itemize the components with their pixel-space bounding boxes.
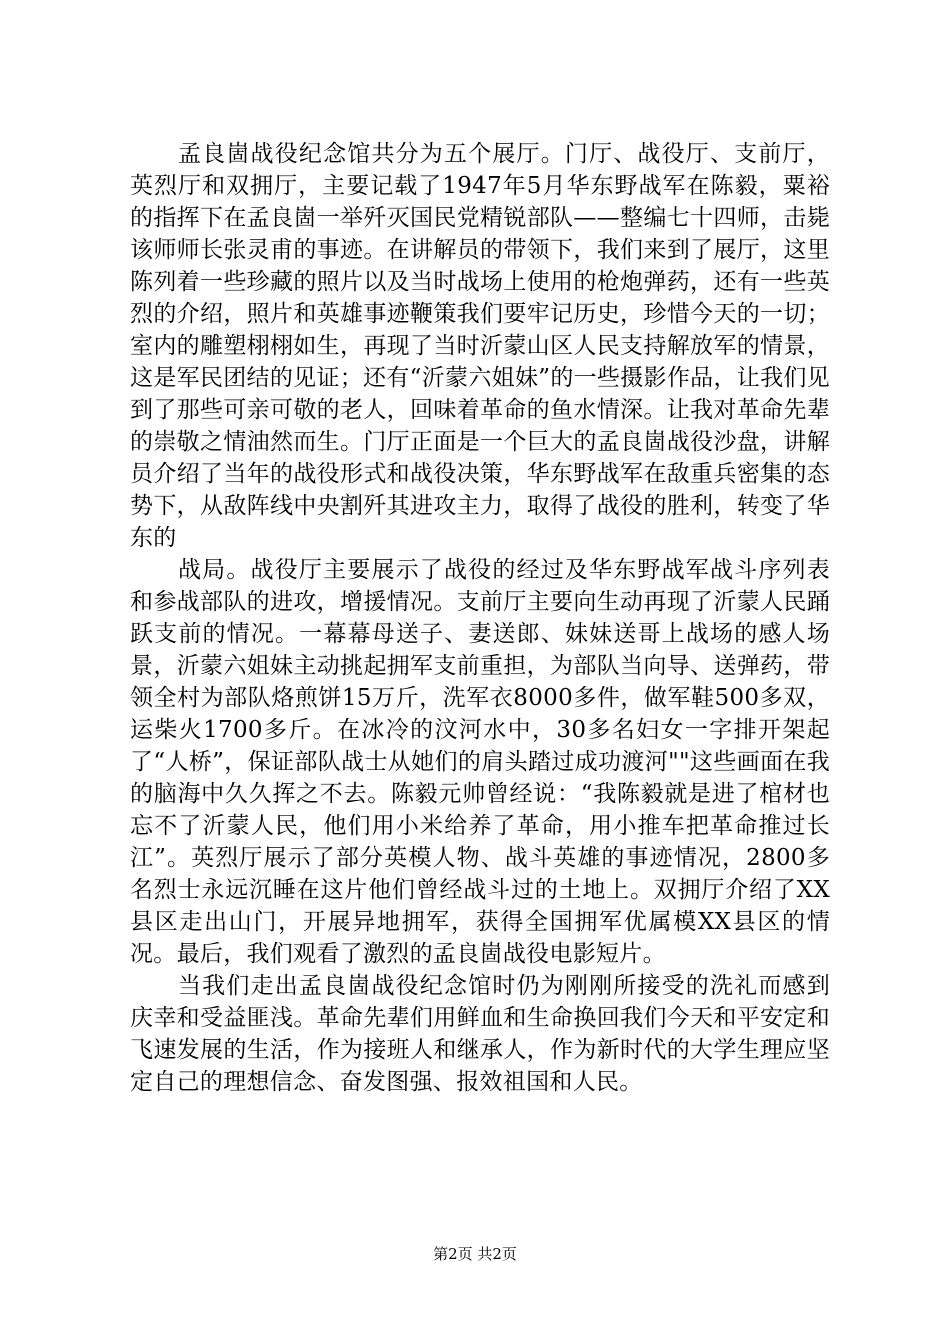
page-footer: 第2页 共2页 (433, 1245, 517, 1263)
paragraph-1: 孟良崮战役纪念馆共分为五个展厅。门厅、战役厅、支前厅，英烈厅和双拥厅，主要记载了1947年5月华东野战军在陈毅，粟裕的指挥下在孟良崮一举歼灭国民党精锐部队——整编七十四师，击毙该师师长张灵甫的事迹。在讲解员的带领下，我们来到了展厅，这里陈列着一些珍藏的照片以及当时战场上使用的枪炮弹药，还有一些英烈的介绍，照片和英雄事迹鞭策我们要牢记历史，珍惜今天的一切；室内的雕塑栩栩如生，再现了当时沂蒙山区人民支持解放军的情景，这是军民团结的见证；还有“沂蒙六姐妹”的一些摄影作品，让我们见到了那些可亲可敬的老人，回味着革命的鱼水情深。让我对革命先辈的崇敬之情油然而生。门厅正面是一个巨大的孟良崮战役沙盘，讲解员介绍了当年的战役形式和战役决策，华东野战军在敌重兵密集的态势下，从敌阵线中央割歼其进攻主力，取得了战役的胜利，转变了华东的 (130, 141, 830, 551)
paragraph-2: 战局。战役厅主要展示了战役的经过及华东野战军战斗序列表和参战部队的进攻，增援情况。支前厅主要向生动再现了沂蒙人民踊跃支前的情况。一幕幕母送子、妻送郎、妹妹送哥上战场的感人场景，沂蒙六姐妹主动挑起拥军支前重担，为部队当向导、送弹药，带领全村为部队烙煎饼15万斤，洗军衣8000多件，做军鞋500多双，运柴火1700多斤。在冰冷的汶河水中，30多名妇女一字排开架起了“人桥”，保证部队战士从她们的肩头踏过成功渡河""这些画面在我的脑海中久久挥之不去。陈毅元帅曾经说：“我陈毅就是进了棺材也忘不了沂蒙人民，他们用小米给养了革命，用小推车把革命推过长江”。英烈厅展示了部分英模人物、战斗英雄的事迹情况，2800多名烈士永远沉睡在这片他们曾经战斗过的土地上。双拥厅介绍了XX县区走出山门，开展异地拥军，获得全国拥军优属模XX县区的情况。最后，我们观看了激烈的孟良崮战役电影短片。 (130, 557, 830, 967)
paragraph-3: 当我们走出孟良崮战役纪念馆时仍为刚刚所接受的洗礼而感到庆幸和受益匪浅。革命先辈们用鲜血和生命换回我们今天和平安定和飞速发展的生活，作为接班人和继承人，作为新时代的大学生理应坚定自己的理想信念、奋发图强、报效祖国和人民。 (130, 973, 830, 1095)
document-body (130, 138, 830, 1098)
